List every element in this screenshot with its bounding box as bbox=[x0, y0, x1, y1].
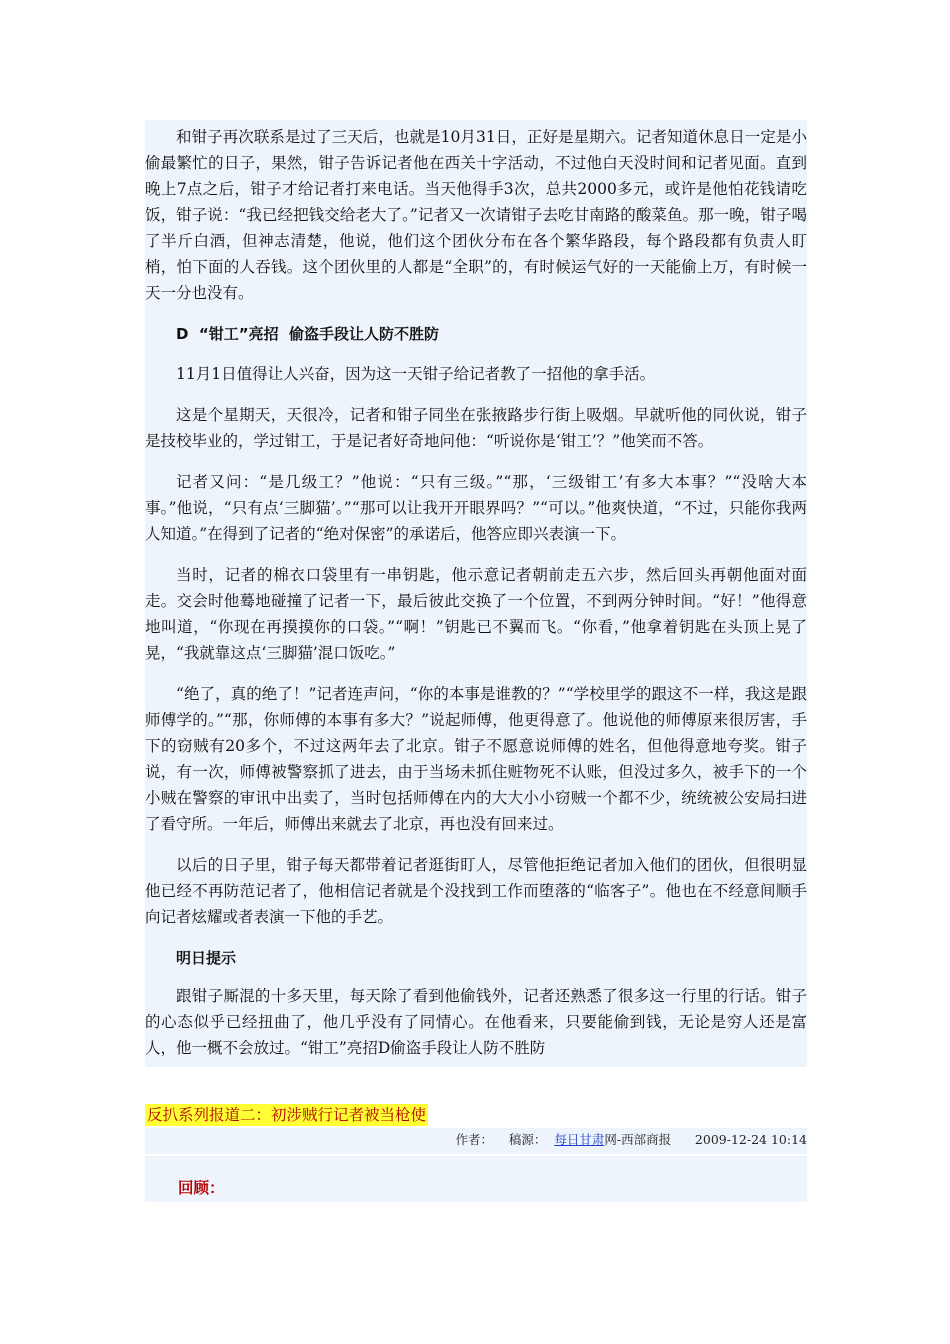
article-meta-bar bbox=[145, 1128, 807, 1154]
article-body bbox=[145, 120, 807, 1067]
paragraph-1: 和钳子再次联系是过了三天后，也就是10月31日，正好是星期六。记者知道休息日一定是小偷最繁忙的日子，果然，钳子告诉记者他在西关十字活动，不过他白天没时间和记者见面。直到晚上7点之后，钳子才给记者打来电话。当天他得手3次，总共2000多元，或许是他怕花钱请吃饭，钳子说：“我已经把钱交给老大了。”记者又一次请钳子去吃甘南路的酸菜鱼。那一晚，钳子喝了半斤白酒，但神志清楚，他说，他们这个团伙分布在各个繁华路段，每个路段都有负责人盯梢，怕下面的人吞钱。这个团伙里的人都是“全职”的，有时候运气好的一天能偷上万，有时候一天一分也没有。 bbox=[145, 128, 807, 302]
review-section bbox=[145, 1156, 807, 1202]
paragraph-8: 跟钳子厮混的十多天里，每天除了看到他偷钱外，记者还熟悉了很多这一行里的行话。钳子的心态似乎已经扭曲了，他几乎没有了同情心。在他看来，只要能偷到钱，无论是穷人还是富人，他一概不会放过。“钳工”亮招D偷盗手段让人防不胜防 bbox=[145, 987, 807, 1057]
tomorrow-preview-heading: 明日提示 bbox=[176, 949, 237, 967]
section-heading: D “钳工”亮招 偷盗手段让人防不胜防 bbox=[176, 325, 440, 343]
paragraph-4: 记者又问：“是几级工？”他说：“只有三级。”“那，‘三级钳工’有多大本事？”“没啥大本事。”他说，“只有点‘三脚猫’。”“那可以让我开开眼界吗？”“可以。”他爽快道，“不过，只能你我两人知道。”在得到了记者的“绝对保密”的承诺后，他答应即兴表演一下。 bbox=[145, 473, 807, 543]
paragraph-3: 这是个星期天，天很冷，记者和钳子同坐在张掖路步行街上吸烟。早就听他的同伙说，钳子是技校毕业的，学过钳工，于是记者好奇地问他：“听说你是‘钳工’？”他笑而不答。 bbox=[145, 406, 807, 450]
source-label: 稿源： bbox=[508, 1132, 547, 1147]
next-article-title: 反扒系列报道二：初涉贼行记者被当枪使 bbox=[147, 1106, 427, 1124]
paragraph-5: 当时，记者的棉衣口袋里有一串钥匙，他示意记者朝前走五六步，然后回头再朝他面对面走。交会时他蓦地碰撞了记者一下，最后彼此交换了一个位置，不到两分钟时间。“好！”他得意地叫道，“你现在再摸摸你的口袋。”“啊！”钥匙已不翼而飞。“你看，”他拿着钥匙在头顶上晃了晃，“我就靠这点‘三脚猫’混口饭吃。” bbox=[145, 566, 807, 662]
paragraph-6: “绝了，真的绝了！”记者连声问，“你的本事是谁教的？”“学校里学的跟这不一样，我这是跟师傅学的。”“那，你师傅的本事有多大？”说起师傅，他更得意了。他说他的师傅原来很厉害，手下的窃贼有20多个，不过这两年去了北京。钳子不愿意说师傅的姓名，但他得意地夸奖。钳子说，有一次，师傅被警察抓了进去，由于当场未抓住赃物死不认账，但没过多久，被手下的一个小贼在警察的审讯中出卖了，当时包括师傅在内的大大小小窃贼一个都不少，统统被公安局扫进了看守所。一年后，师傅出来就去了北京，再也没有回来过。 bbox=[145, 685, 807, 833]
author-label: 作者： bbox=[455, 1132, 493, 1147]
review-label: 回顾： bbox=[178, 1178, 225, 1197]
source-link[interactable]: 每日甘肃 bbox=[554, 1132, 605, 1147]
paragraph-7: 以后的日子里，钳子每天都带着记者逛街盯人，尽管他拒绝记者加入他们的团伙，但很明显他已经不再防范记者了，他相信记者就是个没找到工作而堕落的“临客子”。他也在不经意间顺手向记者炫耀或者表演一下他的手艺。 bbox=[145, 856, 807, 926]
article-meta bbox=[455, 1130, 807, 1150]
publish-datetime: 2009-12-24 10:14 bbox=[694, 1132, 807, 1147]
source-suffix: 网-西部商报 bbox=[604, 1132, 672, 1147]
paragraph-2: 11月1日值得让人兴奋，因为这一天钳子给记者教了一招他的拿手活。 bbox=[176, 365, 656, 383]
